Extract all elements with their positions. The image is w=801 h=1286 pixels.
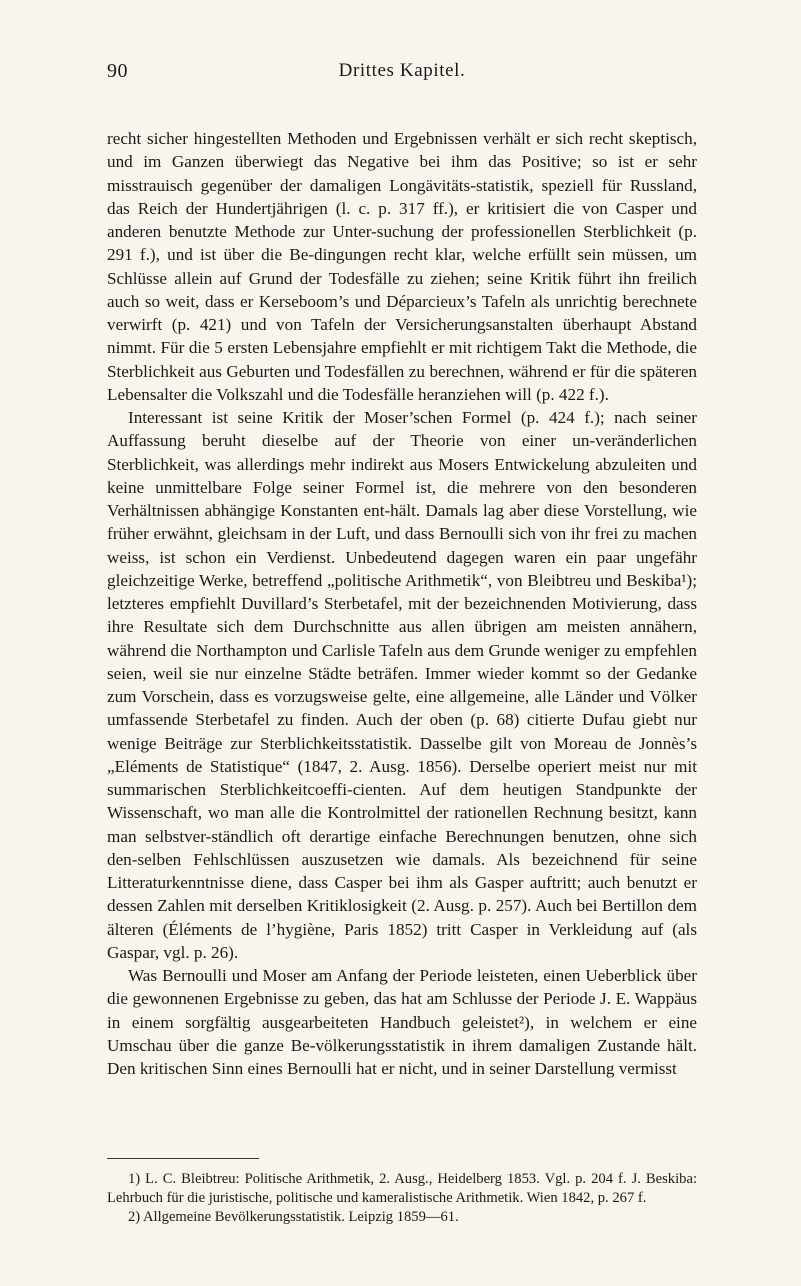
footnotes	[107, 1170, 697, 1228]
page-header	[107, 60, 697, 92]
paragraph-1: recht sicher hingestellten Methoden und Ergebnissen verhält er sich recht skeptisch, und im Ganzen überwiegt das Negative bei ihm das Positive; so ist er sehr misstrauisch gegenüber der damaligen Longävitäts-statistik, speziell für Russland, das Reich der Hundertjährigen (l. c. p. 317 ff.), er kritisiert die von Casper und anderen benutzte Methode zur Unter-suchung der professionellen Sterblichkeit (p. 291 f.), und ist über die Be-dingungen recht klar, welche erfüllt sein müssen, um Schlüsse allein auf Grund der Todesfälle zu ziehen; seine Kritik führt ihn freilich auch so weit, dass er Kerseboom’s und Déparcieux’s Tafeln als unrichtig berechnete verwirft (p. 421) und von Tafeln der Versicherungsanstalten überhaupt Abstand nimmt. Für die 5 ersten Lebensjahre empfiehlt er mit richtigem Takt die Methode, die Sterblichkeit aus Geburten und Todesfällen zu berechnen, während er für die späteren Lebensalter die Volkszahl und die Todesfälle heranziehen will (p. 422 f.).	[107, 129, 697, 404]
footnote-1: 1) L. C. Bleibtreu: Politische Arithmetik, 2. Ausg., Heidelberg 1853. Vgl. p. 204 f. J. Beskiba: Lehrbuch für die juristische, politische und kameralistische Arithmetik. Wien 1842, p. 267 f.	[107, 1171, 697, 1207]
paragraph-2: Interessant ist seine Kritik der Moser’schen Formel (p. 424 f.); nach seiner Auffassung beruht dieselbe auf der Theorie von einer un-veränderlichen Sterblichkeit, was allerdings mehr indirekt aus Mosers Entwickelung abzuleiten und keine unmittelbare Folge seiner Formel ist, die mehrere von den besonderen Verhältnissen abhängige Konstanten ent-hält. Damals lag aber diese Vorstellung, wie früher erwähnt, gleichsam in der Luft, und dass Bernoulli sich von ihr frei zu machen weiss, ist schon ein Verdienst. Unbedeutend dagegen waren ein paar ungefähr gleichzeitige Werke, betreffend „politische Arithmetik“, von Bleibtreu und Beskiba¹); letzteres empfiehlt Duvillard’s Sterbetafel, mit der bezeichnenden Motivierung, dass ihre Resultate sich dem Durchschnitte aus allen übrigen am meisten annähern, während die Northampton und Carlisle Tafeln aus dem Grunde weniger zu empfehlen seien, weil sie nur einzelne Städte beträfen. Immer wieder kommt so der Gedanke zum Vorschein, dass es vorzugsweise gelte, eine allgemeine, alle Länder und Völker umfassende Sterbetafel zu finden. Auch der oben (p. 68) citierte Dufau giebt nur wenige Beiträge zur Sterblichkeitsstatistik. Dasselbe gilt von Moreau de Jonnès’s „Eléments de Statistique“ (1847, 2. Ausg. 1856). Derselbe operiert meist nur mit summarischen Sterblichkeitcoeffi-cienten. Auf dem heutigen Standpunkte der Wissenschaft, wo man alle die Kontrolmittel der rationellen Rechnung besitzt, kann man selbstver-ständlich oft derartige einfache Berechnungen benutzen, ohne sich den-selben Fehlschlüssen auszusetzen wie damals. Als bezeichnend für seine Litteraturkenntnisse diene, dass Casper bei ihm als Gasper auftritt; auch benutzt er dessen Zahlen mit derselben Kritiklosigkeit (2. Ausg. p. 257). Auch bei Bertillon dem älteren (Éléments de l’hygiène, Paris 1852) tritt Casper in Verkleidung auf (als Gaspar, vgl. p. 26).	[107, 408, 697, 962]
page-number: 90	[107, 60, 128, 82]
running-head: Drittes Kapitel.	[338, 60, 466, 81]
paragraph-3: Was Bernoulli und Moser am Anfang der Periode leisteten, einen Ueberblick über die gewonnenen Ergebnisse zu geben, das hat am Schlusse der Periode J. E. Wappäus in einem sorgfältig ausgearbeiteten Handbuch geleistet²), in welchem er eine Umschau über die ganze Be-völkerungsstatistik in ihrem damaligen Zustande hält. Den kritischen Sinn eines Bernoulli hat er nicht, und in seiner Darstellung vermisst	[107, 966, 697, 1078]
body-text	[107, 127, 697, 1080]
footnote-divider	[107, 1158, 259, 1159]
footnote-2: 2) Allgemeine Bevölkerungsstatistik. Leipzig 1859—61.	[128, 1209, 459, 1226]
